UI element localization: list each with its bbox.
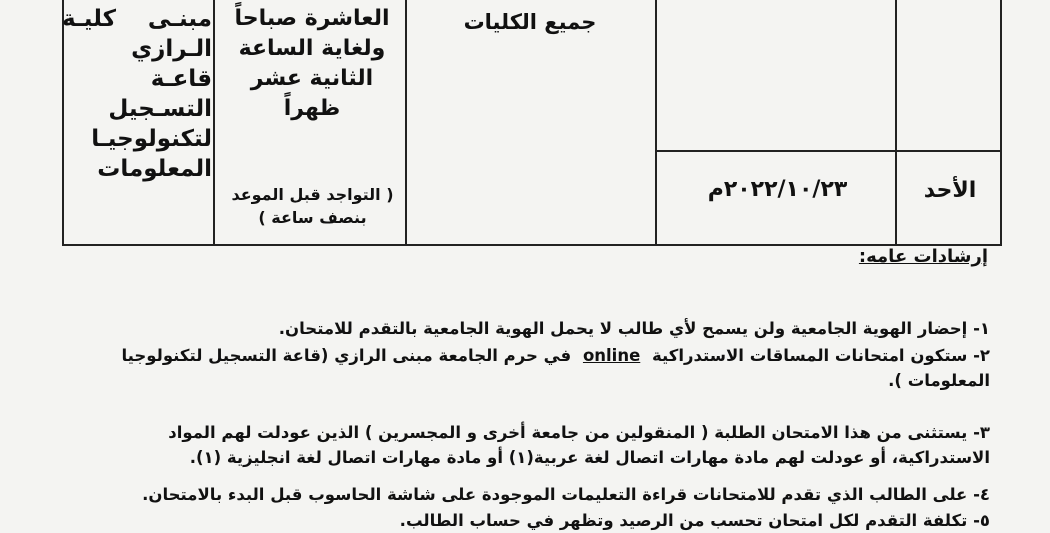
instruction-item-2 [65, 343, 990, 393]
day-cell: الأحد [923, 178, 977, 203]
colleges-cell: جميع الكليات [463, 10, 597, 34]
instructions-title: إرشادات عامه: [858, 246, 988, 267]
table-row-divider [655, 150, 1002, 152]
table-border-col3 [655, 0, 657, 245]
time-note: ( التواجد قبل الموعد بنصف ساعة ) [231, 185, 394, 227]
instruction-item-4: ٤- على الطالب الذي تقدم للامتحانات قراءة التعليمات الموجودة على شاشة الحاسوب قبل البدء بالامتحان. [142, 485, 990, 504]
table-border-right [1000, 0, 1002, 245]
instruction-item-3: ٣- يستثنى من هذا الامتحان الطلبة ( المنقولين من جامعة أخرى و المجسرين ) الذين عودلت لهم المواد الاستدراكية، أو عودلت لهم مادة مهارات اتصال لغة عربية(١) أو مادة مهارات اتصال لغة انجليزية (١). [168, 423, 990, 467]
time-cell: العاشرة صباحاً ولغاية الساعة الثانية عشر ظهراً [234, 6, 390, 121]
date-cell: ٢٠٢٢/١٠/٢٣م [707, 177, 848, 202]
instruction-item-1: ١- إحضار الهوية الجامعية ولن يسمح لأي طالب لا يحمل الهوية الجامعية بالتقدم للامتحان. [278, 319, 990, 338]
location-cell: مبنـى كليـة الـرازي قاعـة التسـجيل لتكنولوجيـا المعلومات [62, 6, 212, 182]
instruction-item-5: ٥- تكلفة التقدم لكل امتحان تحسب من الرصيد وتظهر في حساب الطالب. [399, 511, 990, 530]
instruction-2-part-b: في حرم الجامعة مبنى الرازي (قاعة التسجيل لتكنولوجيا المعلومات ). [121, 346, 990, 390]
online-keyword: online [582, 346, 641, 365]
table-border-col4 [895, 0, 897, 245]
instruction-2-part-a: ٢- ستكون امتحانات المساقات الاستدراكية [652, 346, 990, 365]
